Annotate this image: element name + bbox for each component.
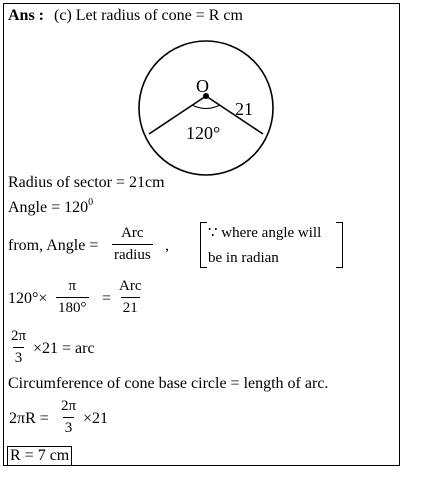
answer-label: Ans : [8,7,45,24]
eq1-left: 120°× [8,290,48,307]
radius-statement: Radius of sector = 21cm [8,174,165,191]
formula-numerator: Arc [121,225,144,241]
sector-diagram [130,38,280,178]
eq3-rest: ×21 [83,410,109,427]
angle-arc [192,105,220,109]
note-bracket-right [336,222,343,268]
eq2-rest: ×21 = arc [33,340,95,357]
eq1-denominator: 180° [56,297,89,316]
eq1-equals: = [102,290,112,307]
formula-comma: , [165,237,169,254]
eq2-numerator: 2π [11,328,27,344]
eq3-numerator: 2π [61,398,77,414]
eq1-right-fraction [117,279,144,316]
answer-line [8,8,243,24]
angle-degree: 0 [88,197,94,208]
circumference-statement: Circumference of cone base circle = length of arc. [8,375,329,392]
angle-statement [8,197,94,216]
formula-denominator: radius [112,244,153,263]
eq2-denominator: 3 [13,347,25,366]
eq1-numerator: π [68,278,77,294]
eq1-right-denominator: 21 [121,297,140,316]
note-line-2: be in radian [208,250,279,266]
note-line-1: ∵ where angle will [208,225,322,241]
eq3-fraction [59,399,78,436]
eq1-fraction [56,279,89,316]
answer-intro: (c) Let radius of cone = R cm [54,7,243,24]
result-box: R = 7 cm [7,446,72,466]
radius-label: 21 [235,99,253,119]
formula-fraction [112,226,153,263]
angle-text: Angle = 120 [8,199,89,216]
angle-label: 120° [186,123,221,143]
center-label: O [196,76,209,96]
eq3-denominator: 3 [63,417,75,436]
note-bracket-left [200,222,207,268]
formula-prefix: from, Angle = [8,237,99,254]
eq2-fraction [9,329,28,366]
eq3-left: 2πR = [9,410,49,427]
eq1-right-numerator: Arc [119,278,142,294]
